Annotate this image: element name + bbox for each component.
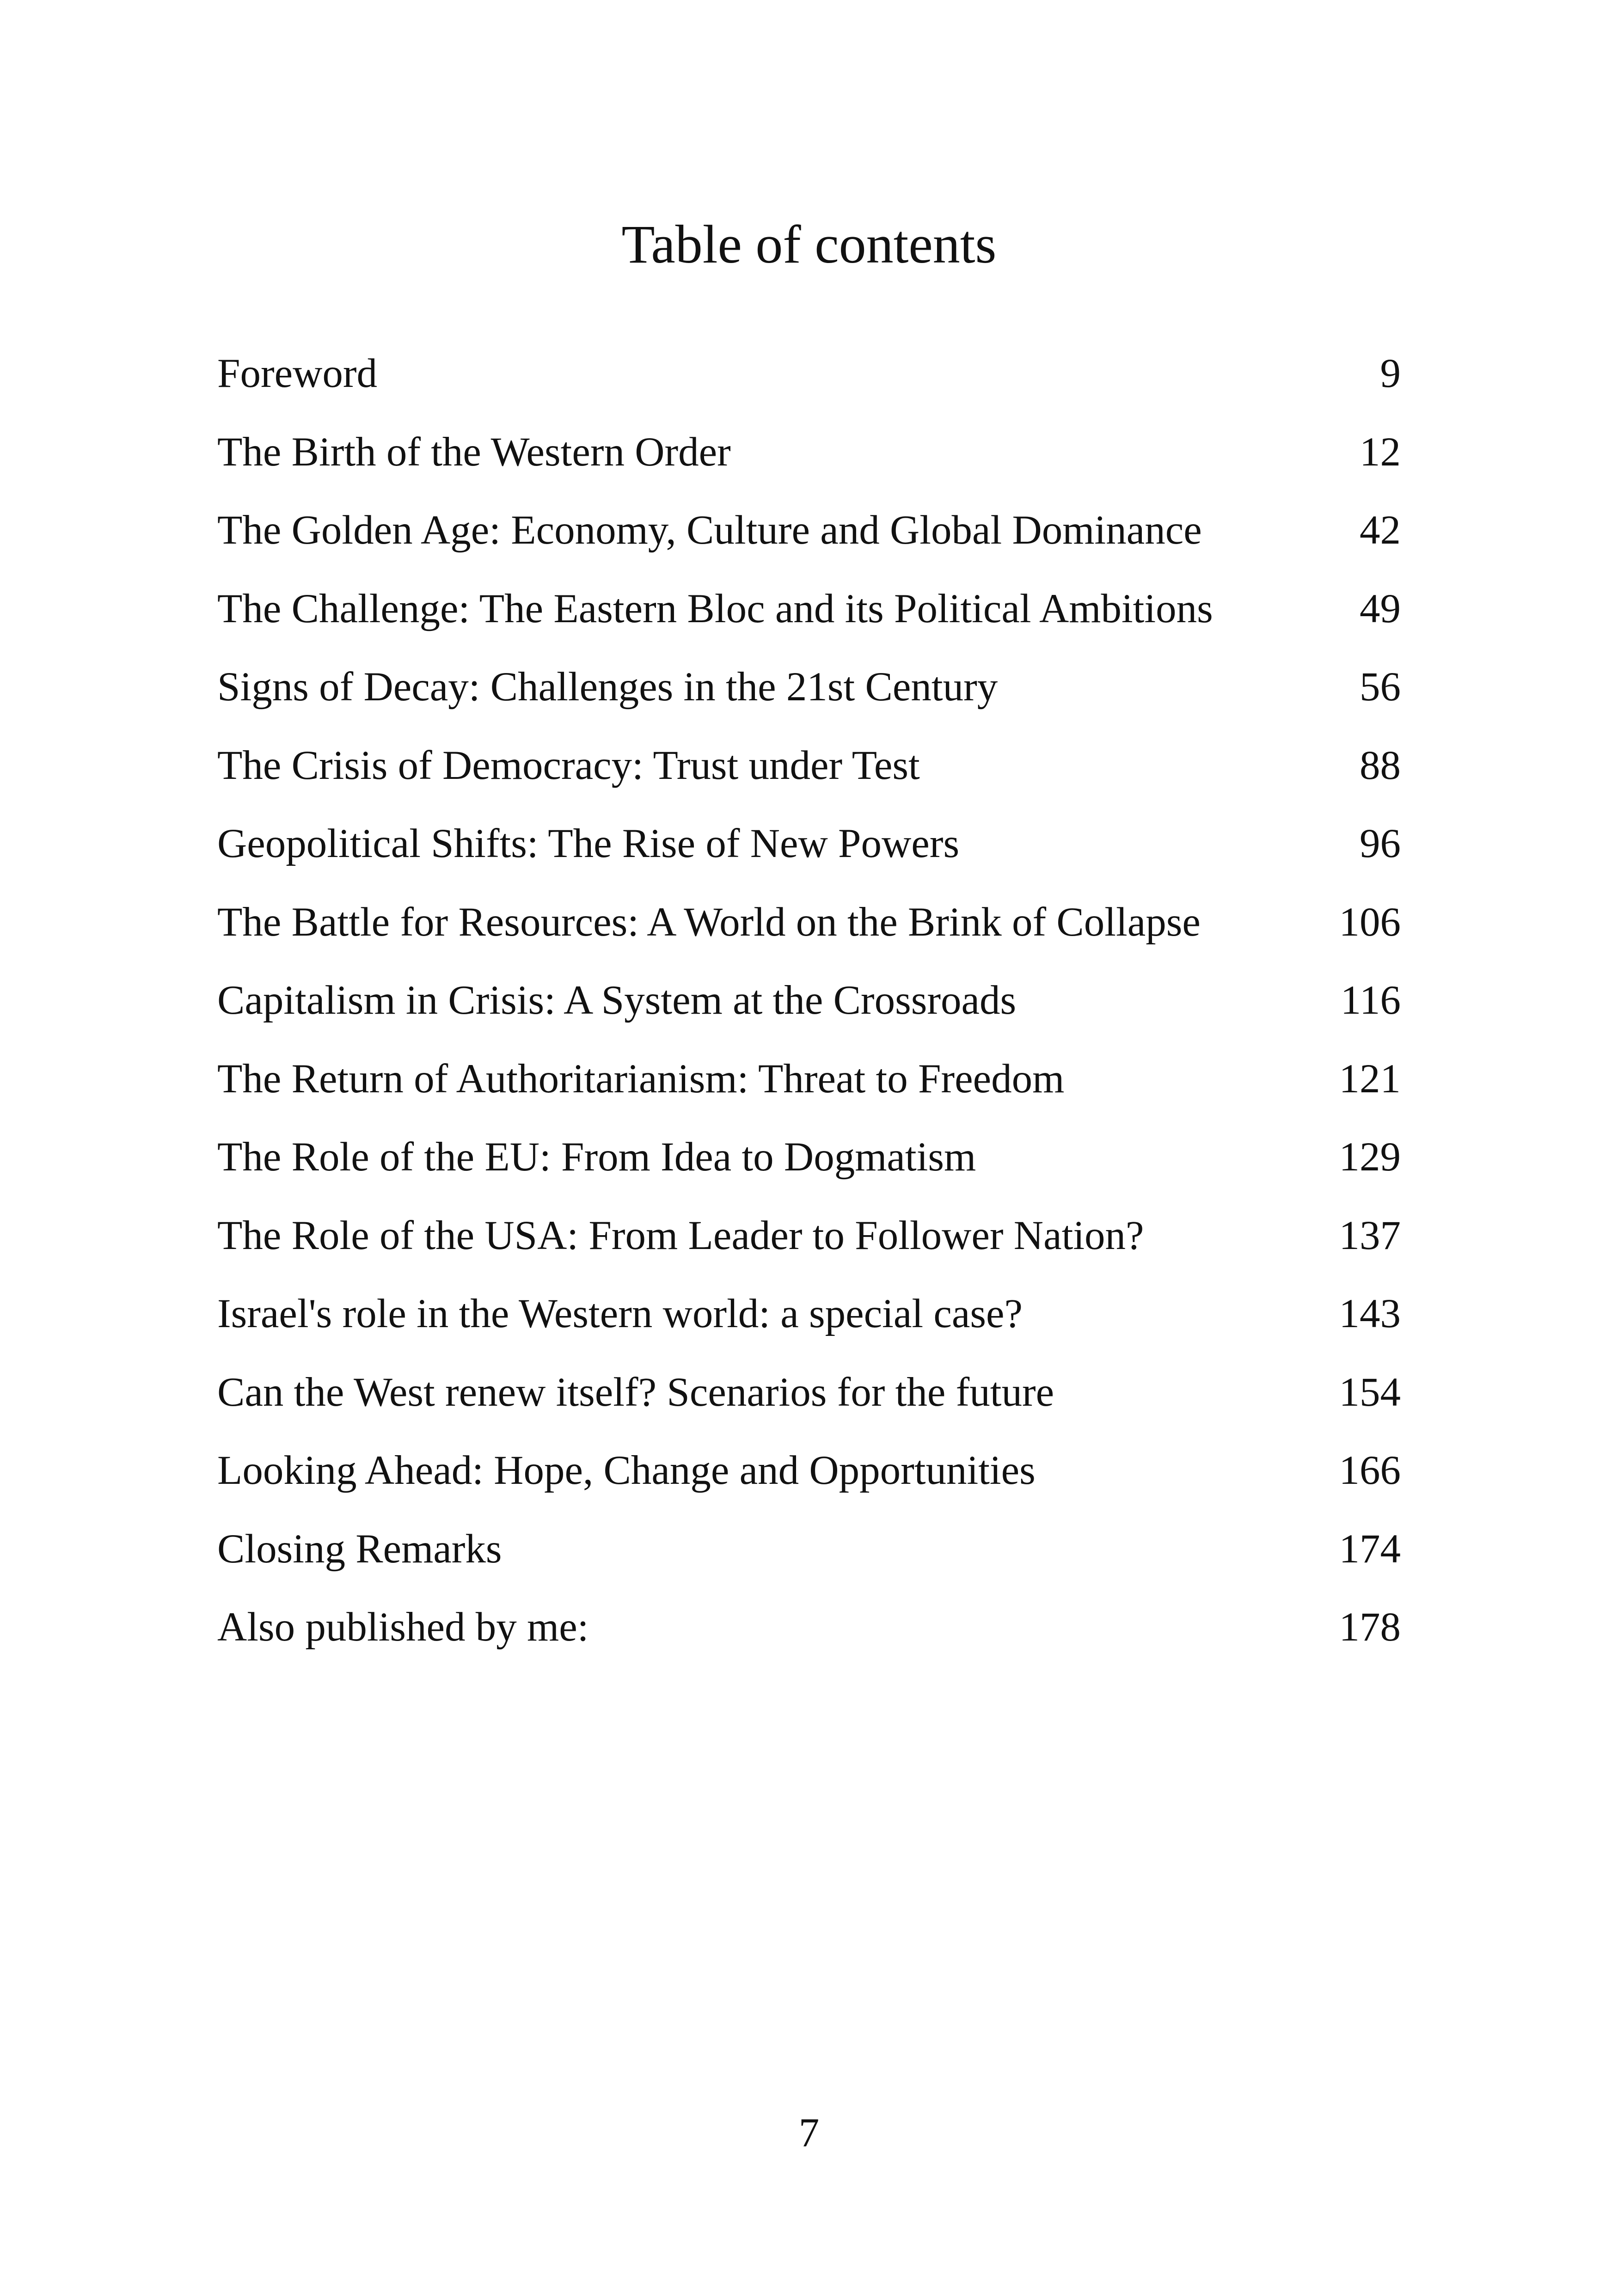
toc-entry-title: The Crisis of Democracy: Trust under Test [217,742,920,788]
toc-entry-title: The Golden Age: Economy, Culture and Global Dominance [217,508,1202,553]
toc-entry-page: 42 [1360,508,1401,553]
toc-entry-page: 178 [1339,1604,1401,1650]
toc-entry-page: 174 [1339,1526,1401,1572]
toc-entry-title: The Challenge: The Eastern Bloc and its Political Ambitions [217,586,1213,631]
toc-entry-title: The Role of the EU: From Idea to Dogmatism [217,1134,976,1180]
toc-entry-page: 166 [1339,1448,1401,1493]
toc-entry-title: The Battle for Resources: A World on the Brink of Collapse [217,899,1201,945]
toc-entry-page: 88 [1360,742,1401,788]
toc-entry [217,662,1401,741]
toc-entry [217,976,1401,1054]
toc-entry-title: Geopolitical Shifts: The Rise of New Powers [217,821,960,866]
page-number: 7 [798,2110,820,2155]
toc-entry-title: The Role of the USA: From Leader to Follower Nation? [217,1212,1144,1258]
toc-entry-title: The Return of Authoritarianism: Threat to Freedom [217,1056,1065,1102]
toc-entry [217,428,1401,506]
toc-entry-title: Foreword [217,351,378,396]
toc-entry [217,1603,1401,1681]
toc-entry-page: 12 [1360,429,1401,475]
toc-entry-page: 9 [1380,351,1401,396]
toc-entry [217,819,1401,898]
toc-entry-title: Closing Remarks [217,1526,502,1572]
toc-entry-page: 116 [1340,978,1401,1023]
toc-entry [217,1211,1401,1290]
toc-entry-page: 56 [1360,664,1401,710]
toc-entry [217,898,1401,976]
toc-entry-page: 143 [1339,1291,1401,1336]
toc-entry-title: The Birth of the Western Order [217,429,731,475]
page-title: Table of contents [621,214,997,275]
toc-entry [217,349,1401,428]
toc-entry-page: 129 [1339,1134,1401,1180]
toc-entry-title: Can the West renew itself? Scenarios for the future [217,1369,1054,1415]
toc-entry-title: Israel's role in the Western world: a special case? [217,1291,1023,1336]
toc-entry [217,1525,1401,1603]
toc-entry-page: 137 [1339,1212,1401,1258]
toc-entry [217,1133,1401,1211]
toc-entry-title: Signs of Decay: Challenges in the 21st Century [217,664,998,710]
toc-entry-title: Capitalism in Crisis: A System at the Crossroads [217,978,1017,1023]
toc-entry [217,1368,1401,1446]
toc-entry-page: 96 [1360,821,1401,866]
toc-entry-page: 154 [1339,1369,1401,1415]
toc-entry [217,1289,1401,1368]
toc-entry [217,506,1401,584]
toc-entry-page: 49 [1360,586,1401,631]
toc-entry [217,741,1401,820]
toc-entry [217,584,1401,663]
toc-entry [217,1054,1401,1133]
toc-entry-title: Looking Ahead: Hope, Change and Opportunities [217,1448,1036,1493]
toc-entry-page: 121 [1339,1056,1401,1102]
toc-entry-page: 106 [1339,899,1401,945]
toc-entry-title: Also published by me: [217,1604,589,1650]
toc-entry [217,1446,1401,1525]
table-of-contents [217,349,1401,1681]
